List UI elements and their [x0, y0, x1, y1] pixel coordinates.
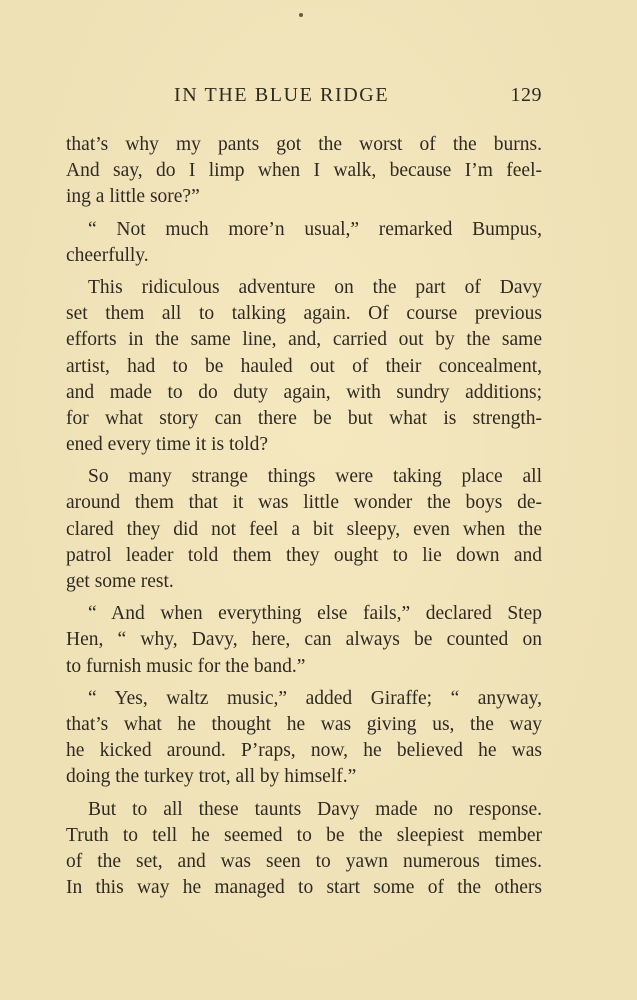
text-line: doing the turkey trot, all by himself.”	[66, 766, 357, 788]
text-line: he kicked around. P’raps, now, he believed he was	[66, 740, 542, 762]
text-line: ened every time it is told?	[66, 434, 268, 456]
text-line: set them all to talking again. Of course previous	[66, 303, 542, 325]
text-line: “ And when everything else fails,” declared Step	[88, 603, 542, 625]
text-line: “ Not much more’n usual,” remarked Bumpus,	[88, 218, 542, 240]
text-line: ing a little sore?”	[66, 186, 200, 208]
text-line: Truth to tell he seemed to be the sleepiest member	[66, 824, 542, 846]
text-line: artist, had to be hauled out of their concealment,	[66, 355, 542, 377]
text-line: Hen, “ why, Davy, here, can always be counted on	[66, 629, 542, 651]
text-line: In this way he managed to start some of the others	[66, 877, 542, 899]
paragraph	[66, 275, 542, 458]
text-line: This ridiculous adventure on the part of Davy	[88, 276, 542, 298]
text-line: and made to do duty again, with sundry additions;	[66, 381, 542, 403]
body-text	[66, 132, 542, 901]
paragraph	[66, 464, 542, 595]
text-line: But to all these taunts Davy made no response.	[88, 798, 542, 820]
text-line: clared they did not feel a bit sleepy, even when the	[66, 518, 542, 540]
paragraph	[66, 686, 542, 791]
paragraph	[66, 132, 542, 211]
paragraph	[66, 601, 542, 680]
page-header	[66, 84, 542, 112]
text-line: efforts in the same line, and, carried out by the same	[66, 329, 542, 351]
text-line: “ Yes, waltz music,” added Giraffe; “ anyway,	[88, 687, 542, 709]
paragraph	[66, 797, 542, 902]
text-line: to furnish music for the band.”	[66, 655, 306, 677]
text-line: cheerfully.	[66, 244, 149, 266]
text-line: And say, do I limp when I walk, because I’m feel-	[66, 160, 542, 182]
text-line: that’s what he thought he was giving us, the way	[66, 713, 542, 735]
text-line: around them that it was little wonder the boys de-	[66, 492, 542, 514]
running-head: IN THE BLUE RIDGE	[174, 84, 390, 106]
text-line: of the set, and was seen to yawn numerous times.	[66, 850, 542, 872]
page-number: 129	[510, 84, 542, 106]
text-line: get some rest.	[66, 571, 174, 592]
text-line: patrol leader told them they ought to lie down and	[66, 544, 542, 566]
paragraph	[66, 217, 542, 269]
text-line: that’s why my pants got the worst of the burns.	[66, 134, 542, 155]
ink-speck	[299, 13, 303, 17]
text-line: So many strange things were taking place all	[88, 466, 542, 488]
text-line: for what story can there be but what is strength-	[66, 407, 542, 429]
